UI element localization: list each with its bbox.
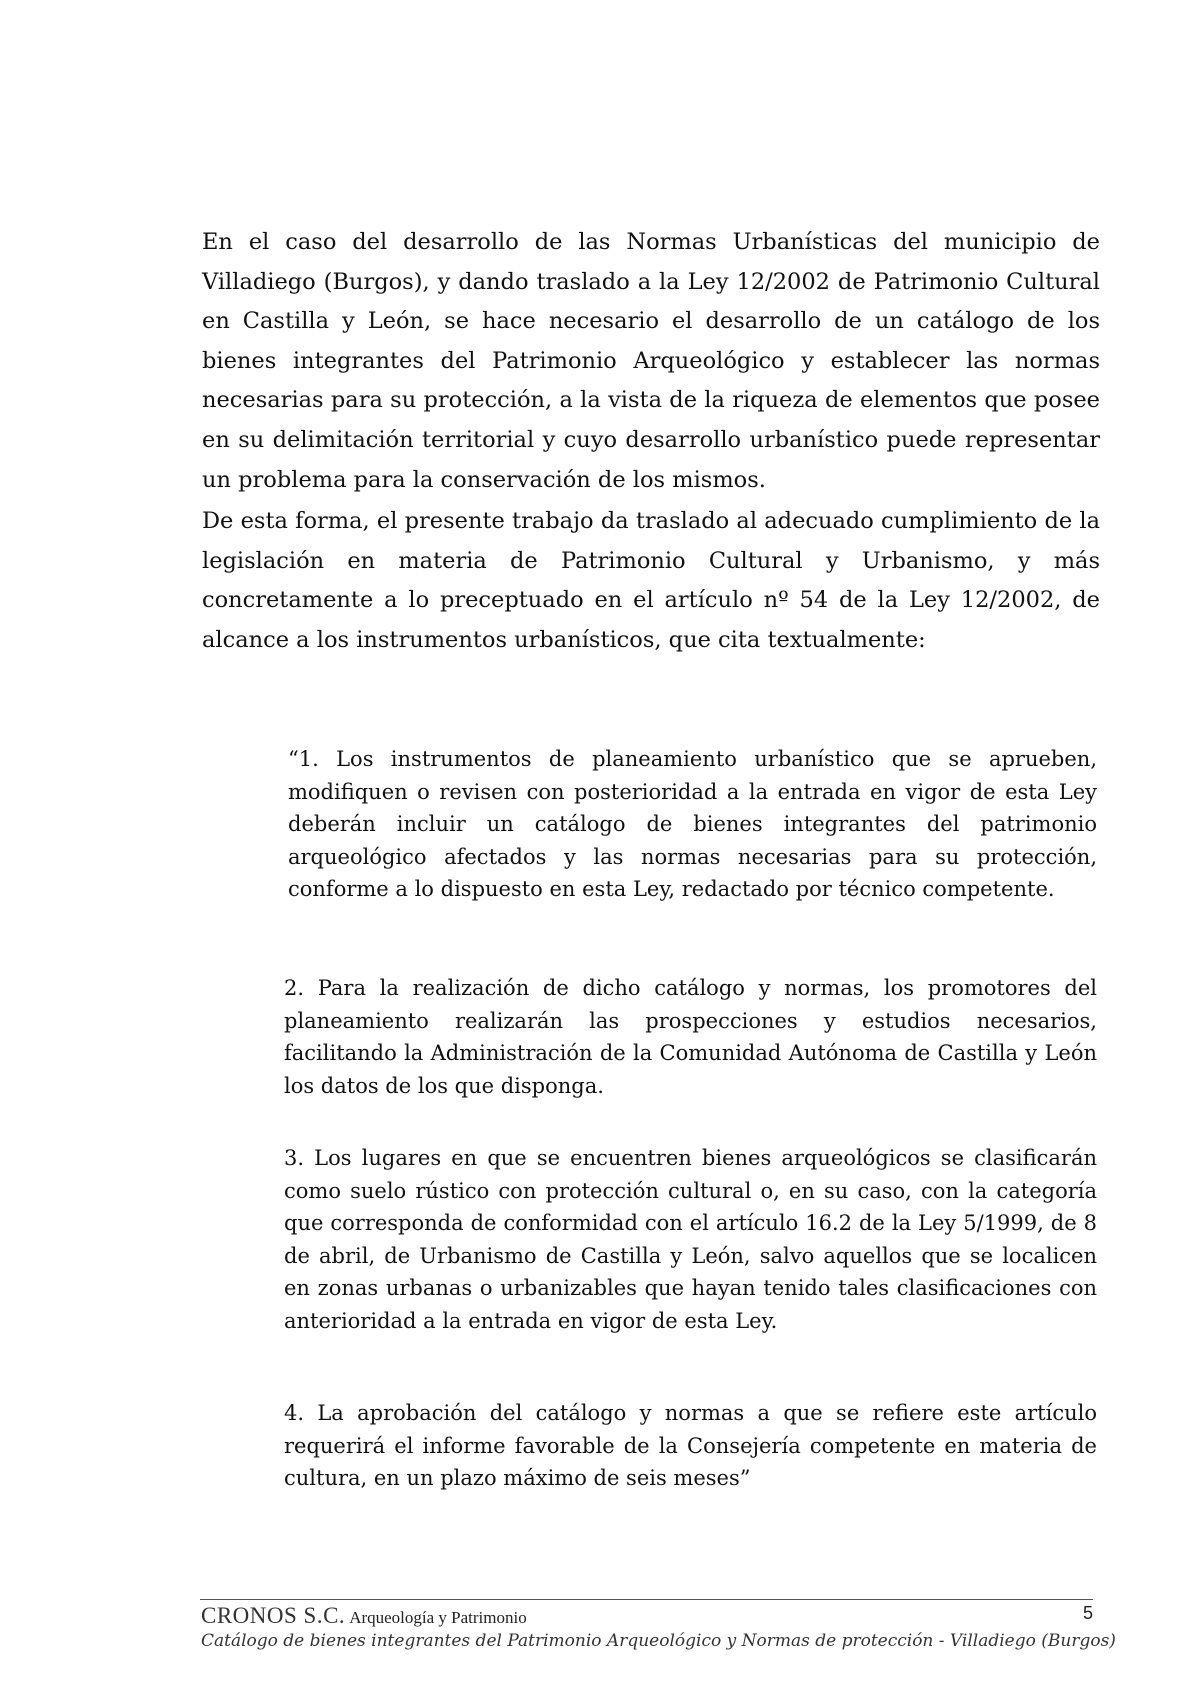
body-paragraph-2: De esta forma, el presente trabajo da traslado al adecuado cumplimiento de la legislación en materia de Patrimonio Cultural y Urbanismo, y más concretamente a lo preceptuado en el artículo nº 54 de la Ley 12/2002, de alcance a los instrumentos urbanísticos, que cita textualmente: [202,508,1100,653]
footer-company-name: CRONOS S.C. [201,1603,346,1628]
quote-item-2: 2. Para la realización de dicho catálogo y normas, los promotores del planeamiento realizarán las prospecciones y estudios necesarios, facilitando la Administración de la Comunidad Autónoma de Castilla y León los datos de los que disponga. [284,976,1097,1098]
quote-item-3: 3. Los lugares en que se encuentren bienes arqueológicos se clasificarán como suelo rústico con protección cultural o, en su caso, con la categoría que corresponda de conformidad con el artículo 16.2 de la Ley 5/1999, de 8 de abril, de Urbanismo de Castilla y León, salvo aquellos que se localicen en zonas urbanas o urbanizables que hayan tenido tales clasificaciones con anterioridad a la entrada en vigor de esta Ley. [284,1146,1097,1333]
footer-header [201,1603,1093,1629]
footer-divider [200,1599,1093,1600]
footer-company-subtitle: Arqueología y Patrimonio [349,1608,527,1627]
footer-document-title: Catálogo de bienes integrantes del Patrimonio Arqueológico y Normas de protección - Villadiego (Burgos) [201,1631,1116,1651]
page-number: 5 [1082,1603,1093,1623]
quote-item-1: “1. Los instrumentos de planeamiento urbanístico que se aprueben, modifiquen o revisen con posterioridad a la entrada en vigor de esta Ley deberán incluir un catálogo de bienes integrantes del patrimonio arqueológico afectados y las normas necesarias para su protección, conforme a lo dispuesto en esta Ley, redactado por técnico competente. [288,747,1097,901]
body-paragraph-1: En el caso del desarrollo de las Normas Urbanísticas del municipio de Villadiego (Burgos), y dando traslado a la Ley 12/2002 de Patrimonio Cultural en Castilla y León, se hace necesario el desarrollo de un catálogo de los bienes integrantes del Patrimonio Arqueológico y establecer las normas necesarias para su protección, a la vista de la riqueza de elementos que posee en su delimitación territorial y cuyo desarrollo urbanístico puede representar un problema para la conservación de los mismos. [202,229,1100,493]
quote-item-4: 4. La aprobación del catálogo y normas a que se refiere este artículo requerirá el informe favorable de la Consejería competente en materia de cultura, en un plazo máximo de seis meses” [284,1401,1097,1490]
